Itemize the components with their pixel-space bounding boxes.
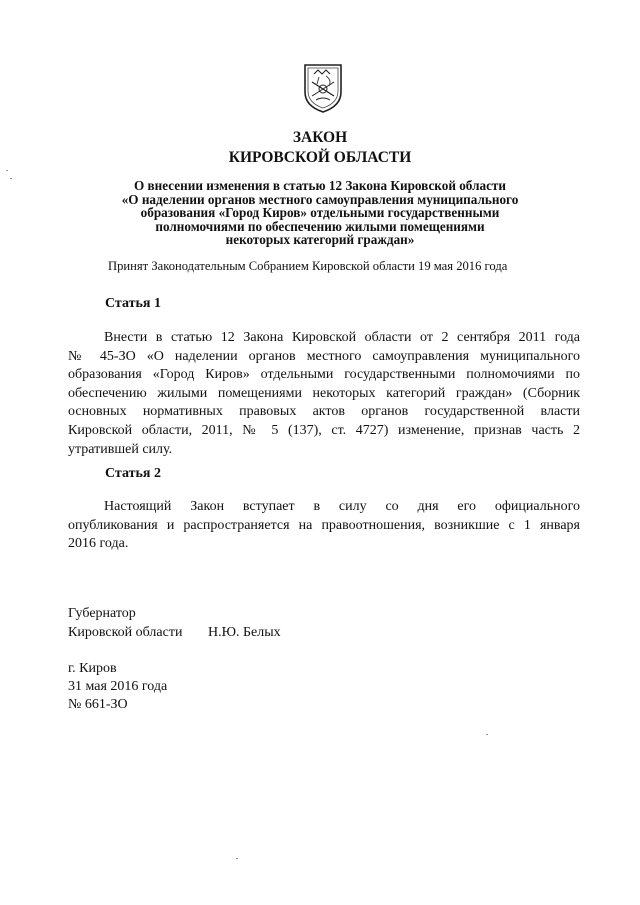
signing-place: г. Киров (68, 661, 117, 676)
law-number: № 661-ЗО (68, 697, 128, 712)
scan-speck (10, 178, 12, 179)
article-2-heading: Статья 2 (105, 466, 161, 481)
article-line: Кировской области, 2011, № 5 (137), ст. 4727) изменение, признав часть 2 (68, 422, 580, 438)
subtitle-line: О внесении изменения в статью 12 Закона Кировской области (134, 178, 506, 193)
article-line: 2016 года. (68, 536, 129, 552)
law-subtitle (60, 179, 580, 247)
article-1-heading: Статья 1 (105, 296, 161, 311)
subtitle-line: «О наделении органов местного самоуправления муниципального (121, 191, 519, 207)
article-2-text (68, 498, 580, 554)
subtitle-line: полномочиями по обеспечению жилыми помещениями (155, 218, 485, 234)
signatory-organization: Кировской области (68, 625, 183, 640)
article-line: обеспечению жилыми помещениями некоторых категорий граждан» (Сборник (68, 385, 580, 401)
adoption-note: Принят Законодательным Собранием Кировской области 19 мая 2016 года (108, 259, 508, 273)
signatory-position: Губернатор (68, 606, 136, 621)
article-1-text (68, 329, 580, 459)
article-line: Внести в статью 12 Закона Кировской области от 2 сентября 2011 года (104, 330, 580, 345)
law-title: ЗАКОН (292, 129, 348, 146)
signatory-name: Н.Ю. Белых (208, 625, 281, 640)
scan-speck (6, 170, 8, 171)
law-region: КИРОВСКОЙ ОБЛАСТИ (228, 149, 412, 166)
article-line: опубликования и распространяется на правоотношения, возникшие с 1 января (68, 517, 580, 533)
article-line: образования «Город Киров» отдельными государственными полномочиями по (68, 367, 580, 383)
article-line: № 45-ЗО «О наделении органов местного самоуправления муниципального (68, 348, 580, 364)
kirov-coat-of-arms-icon (302, 62, 344, 114)
subtitle-line: некоторых категорий граждан» (225, 232, 415, 248)
article-line: Настоящий Закон вступает в силу со дня его официального (104, 499, 580, 514)
scan-speck (486, 734, 488, 735)
subtitle-line: образования «Город Киров» отдельными государственными (140, 205, 500, 221)
article-line: основных нормативных правовых актов органов государственной власти (68, 404, 580, 420)
signing-date: 31 мая 2016 года (68, 679, 168, 694)
article-line: утратившей силу. (68, 441, 173, 457)
scan-speck (236, 858, 238, 859)
